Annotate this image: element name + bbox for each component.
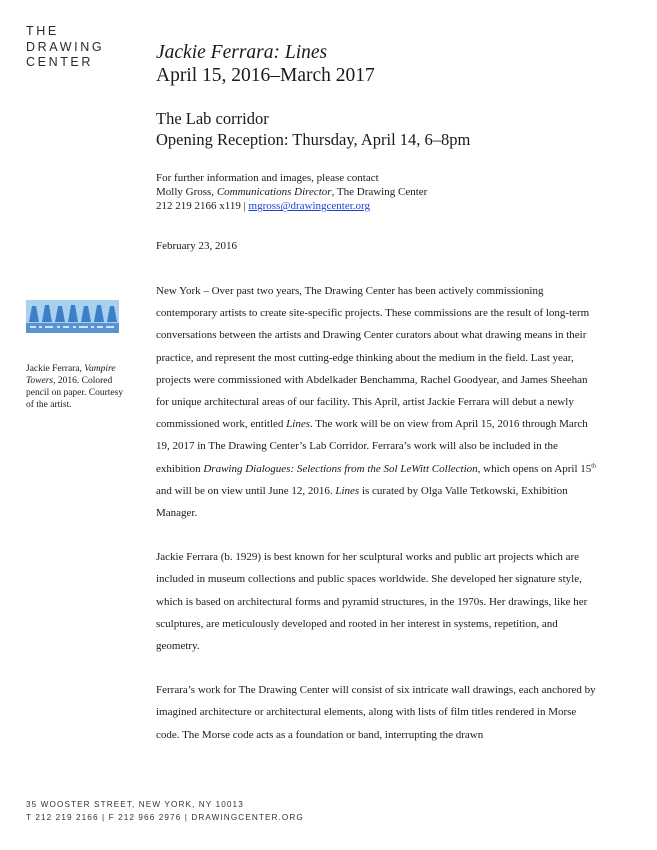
location-block	[156, 108, 470, 150]
footer-address: 35 WOOSTER STREET, NEW YORK, NY 10013	[26, 800, 244, 809]
contact-details	[156, 199, 427, 213]
p1-exhibition-title: Drawing Dialogues: Selections from the Sol LeWitt Collection	[203, 462, 478, 475]
vampire-towers-image	[26, 300, 119, 333]
contact-name: Molly Gross,	[156, 186, 217, 199]
paragraph-3: Ferrara’s work for The Drawing Center will consist of six intricate wall drawings, each anchored by imagined architecture or architectural elements, along with lists of film titles rendered in Morse code. The Morse code acts as a foundation or band, interrupting the drawn	[156, 684, 596, 741]
p1-text-c: , which opens on April 15	[477, 462, 592, 475]
logo-line-2: DRAWING	[26, 39, 105, 54]
p1-text-e: is curated by Olga Valle Tetkowski, Exhibition Manager.	[156, 484, 568, 520]
press-release-body	[156, 280, 596, 768]
opening-reception: Opening Reception: Thursday, April 14, 6–8pm	[156, 130, 471, 149]
exhibition-dates: April 15, 2016–March 2017	[156, 65, 375, 86]
artwork-thumbnail	[26, 300, 119, 333]
footer-contact: T 212 219 2166 | F 212 966 2976 | DRAWINGCENTER.ORG	[26, 813, 304, 822]
caption-details: , 2016. Colored pencil on paper. Courtesy of the artist.	[26, 376, 124, 410]
image-caption	[26, 363, 126, 411]
footer	[26, 798, 304, 824]
p1-text-d: and will be on view until June 12, 2016.	[156, 484, 336, 497]
caption-work-title: Vampire Towers	[26, 364, 116, 386]
exhibition-title: Jackie Ferrara: Lines	[156, 42, 328, 63]
logo-line-1: THE	[26, 24, 59, 38]
p1-text-a: New York – Over past two years, The Drawing Center has been actively commissioning contemporary artists to create site-specific projects. These commissions are the result of long-term conversations between the artists and Drawing Center curators about what drawing means in their practice, and represent the most cutting-edge thinking about the medium in the field. Last year, projects were commissioned with Abdelkader Benchamma, Rachel Goodyear, and James Sheehan for unique architectural areas of our facility. This April, artist Jackie Ferrara will debut a newly commissioned work, entitled	[156, 285, 590, 431]
contact-org: , The Drawing Center	[331, 186, 428, 199]
contact-role: Communications Director	[216, 186, 332, 199]
header	[156, 42, 375, 87]
contact-block	[156, 171, 427, 214]
contact-phone: 212 219 2166 x119 |	[156, 200, 249, 213]
p1-ordinal-suffix: th	[591, 462, 596, 469]
p1-work-title: Lines	[286, 418, 310, 431]
location-place: The Lab corridor	[156, 109, 269, 128]
contact-intro: For further information and images, please contact	[156, 172, 379, 184]
logo-line-3: CENTER	[26, 55, 93, 69]
p1-work-title-2: Lines	[335, 484, 360, 497]
logo	[26, 24, 104, 71]
release-date: February 23, 2016	[156, 240, 237, 252]
paragraph-2: Jackie Ferrara (b. 1929) is best known for her sculptural works and public art projects which are included in museum collections and public spaces worldwide. She developed her signature style, which is based on architectural forms and pyramid structures, in the 1970s. Her drawings, like her sculptures, are meticulously developed and rooted in her interest in systems, repetition, and geometry.	[156, 551, 588, 653]
contact-person	[156, 185, 427, 199]
caption-artist: Jackie Ferrara,	[26, 364, 85, 374]
p1-text-b: . The work will be on view from April 15, 2016 through March 19, 2017 in The Drawing Center’s Lab Corridor. Ferrara’s work will also be included in the exhibition	[156, 418, 588, 475]
paragraph-1	[156, 280, 596, 524]
contact-email-link[interactable]: mgross@drawingcenter.org	[248, 200, 370, 213]
